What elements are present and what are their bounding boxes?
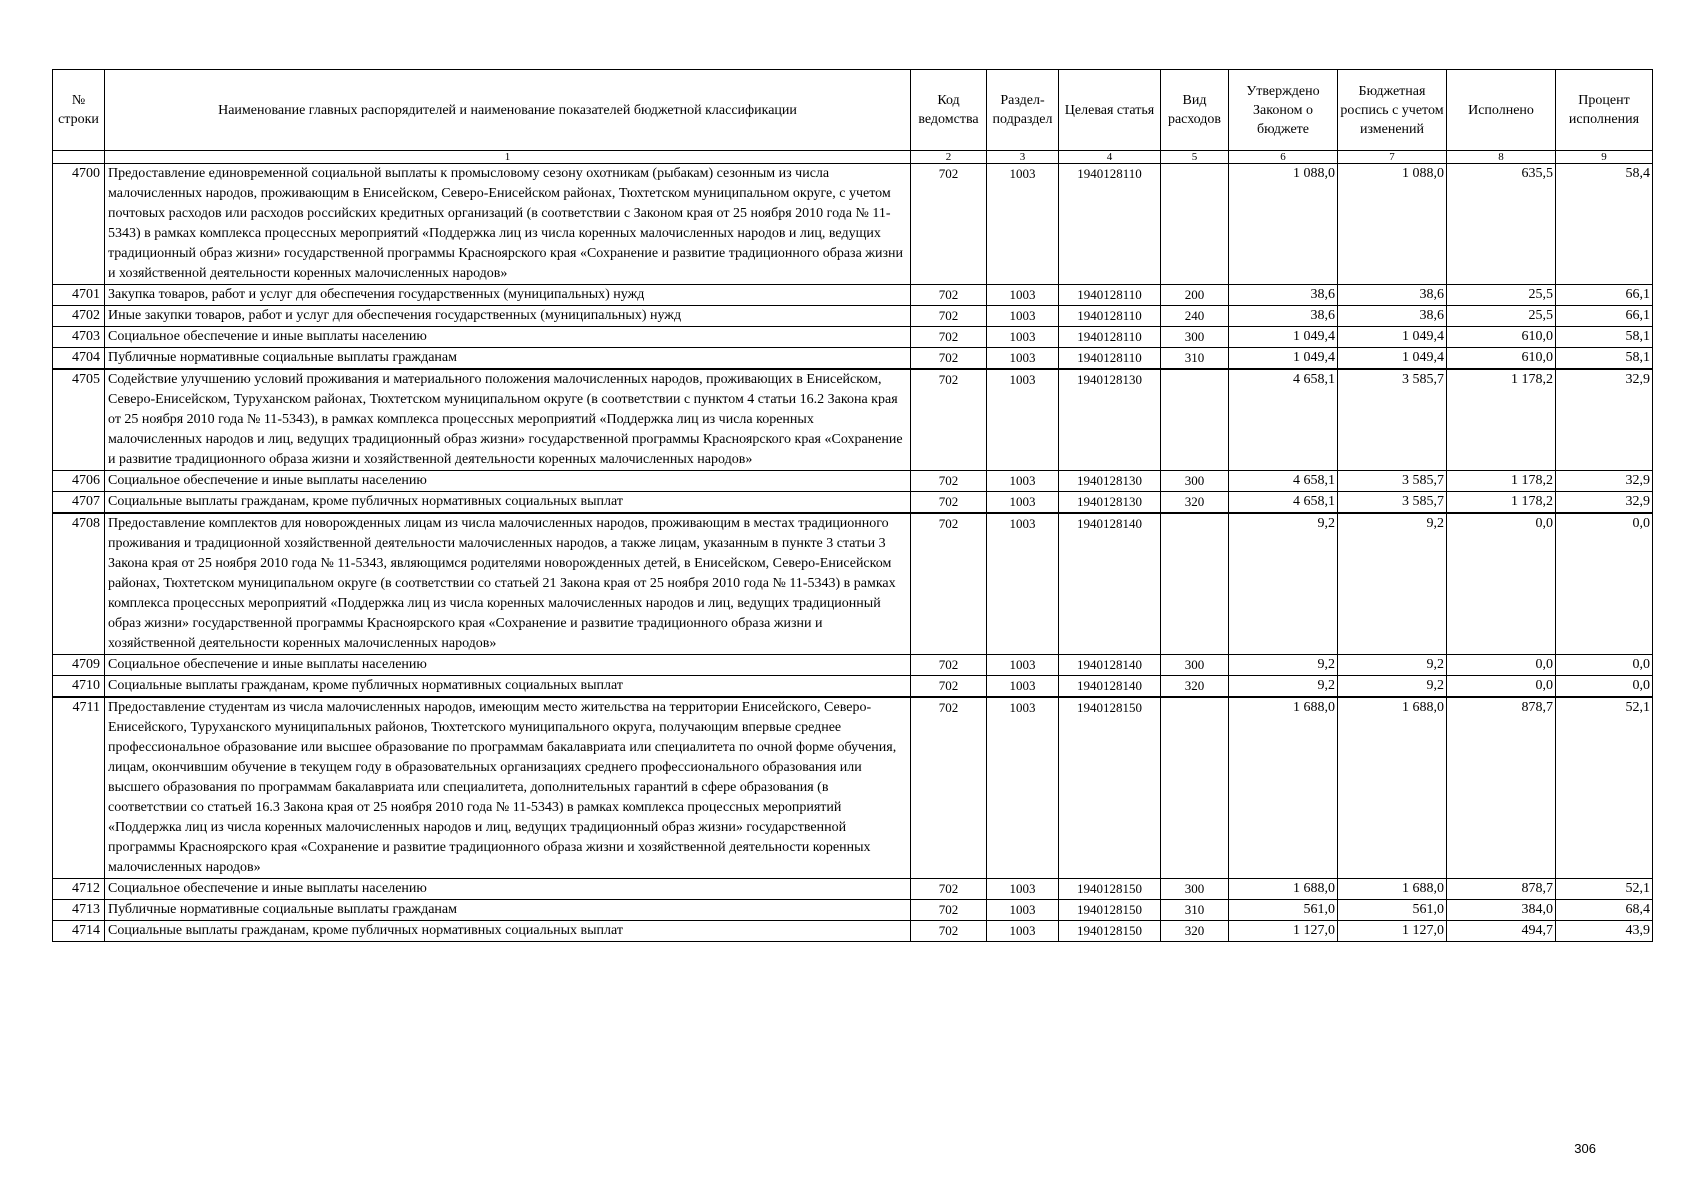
row-expense-kind: 240 [1161, 306, 1229, 327]
column-number: 9 [1556, 151, 1653, 164]
row-target-article: 1940128110 [1059, 348, 1161, 370]
row-dept-code: 702 [911, 513, 987, 655]
row-percent: 58,1 [1556, 327, 1653, 348]
row-name: Предоставление единовременной социальной выплаты к промысловому сезону охотникам (рыбакам) сезонным из числа малочисленных народов, проживающим в Енисейском, Северо-Енисейском районах, Тюхтетском муниципальном округе, с учетом почтовых расходов или расходов российских кредитных организаций (в соответствии с Законом края от 25 ноября 2010 года № 11-5343) в рамках комплекса процессных мероприятий «Поддержка лиц из числа коренных малочисленных народов и лиц, ведущих традиционный образ жизни» государственной программы Красноярского края «Сохранение и развитие традиционного образа жизни и хозяйственной деятельности коренных малочисленных народов» [105, 164, 911, 285]
row-executed: 635,5 [1447, 164, 1556, 285]
row-dept-code: 702 [911, 900, 987, 921]
table-row [53, 676, 1653, 698]
row-target-article: 1940128130 [1059, 369, 1161, 471]
row-budget-schedule: 1 127,0 [1338, 921, 1447, 942]
row-executed: 1 178,2 [1447, 369, 1556, 471]
row-approved: 1 688,0 [1229, 697, 1338, 879]
header-name: Наименование главных распорядителей и наименование показателей бюджетной классификации [105, 70, 911, 151]
row-percent: 0,0 [1556, 676, 1653, 698]
header-section: Раздел-подраздел [987, 70, 1059, 151]
row-name: Социальное обеспечение и иные выплаты населению [105, 879, 911, 900]
row-section: 1003 [987, 285, 1059, 306]
header-executed: Исполнено [1447, 70, 1556, 151]
row-section: 1003 [987, 348, 1059, 370]
row-executed: 0,0 [1447, 676, 1556, 698]
row-section: 1003 [987, 676, 1059, 698]
row-approved: 38,6 [1229, 285, 1338, 306]
row-target-article: 1940128140 [1059, 676, 1161, 698]
column-number: 3 [987, 151, 1059, 164]
row-budget-schedule: 38,6 [1338, 285, 1447, 306]
row-dept-code: 702 [911, 921, 987, 942]
row-section: 1003 [987, 327, 1059, 348]
row-number: 4704 [53, 348, 105, 370]
row-target-article: 1940128130 [1059, 471, 1161, 492]
row-section: 1003 [987, 492, 1059, 514]
row-approved: 4 658,1 [1229, 471, 1338, 492]
row-number: 4710 [53, 676, 105, 698]
table-row [53, 471, 1653, 492]
row-percent: 0,0 [1556, 655, 1653, 676]
row-section: 1003 [987, 471, 1059, 492]
column-number: 1 [105, 151, 911, 164]
row-number: 4700 [53, 164, 105, 285]
row-expense-kind: 300 [1161, 655, 1229, 676]
row-percent: 32,9 [1556, 471, 1653, 492]
table-row [53, 285, 1653, 306]
row-name: Предоставление студентам из числа малочисленных народов, имеющим место жительства на территории Енисейского, Северо-Енисейского, Туруханского муниципальных районов, Тюхтетского муниципального округа, получающим впервые среднее профессиональное образование или высшее образование по программам бакалавриата или специалитета по очной форме обучения, лицам, окончившим обучение в текущем году в образовательных организациях среднего профессионального образования или высшего образования по программам бакалавриата или специалитета, дополнительных гарантий в сфере образования (в соответствии со статьей 16.3 Закона края от 25 ноября 2010 года № 11-5343) в рамках комплекса процессных мероприятий «Поддержка лиц из числа коренных малочисленных народов и лиц, ведущих традиционный образ жизни» государственной программы Красноярского края «Сохранение и развитие традиционного образа жизни и хозяйственной деятельности коренных малочисленных народов» [105, 697, 911, 879]
column-number: 4 [1059, 151, 1161, 164]
row-name: Содействие улучшению условий проживания и материального положения малочисленных народов, проживающих в Енисейском, Северо-Енисейском, Туруханском районах, Тюхтетском муниципальном округе (в соответствии с пунктом 4 статьи 16.2 Закона края от 25 ноября 2010 года № 11-5343), в рамках комплекса процессных мероприятий «Поддержка лиц из числа коренных малочисленных народов и лиц, ведущих традиционный образ жизни» государственной программы Красноярского края «Сохранение и развитие традиционного образа жизни и хозяйственной деятельности коренных малочисленных народов» [105, 369, 911, 471]
row-expense-kind [1161, 697, 1229, 879]
row-expense-kind: 310 [1161, 900, 1229, 921]
row-number: 4701 [53, 285, 105, 306]
row-dept-code: 702 [911, 879, 987, 900]
row-executed: 1 178,2 [1447, 492, 1556, 514]
table-row [53, 492, 1653, 514]
row-section: 1003 [987, 655, 1059, 676]
row-percent: 66,1 [1556, 306, 1653, 327]
table-row [53, 327, 1653, 348]
row-name: Социальные выплаты гражданам, кроме публичных нормативных социальных выплат [105, 676, 911, 698]
row-percent: 68,4 [1556, 900, 1653, 921]
table-row [53, 306, 1653, 327]
row-name: Социальное обеспечение и иные выплаты населению [105, 471, 911, 492]
row-number: 4707 [53, 492, 105, 514]
row-approved: 9,2 [1229, 513, 1338, 655]
column-number: 6 [1229, 151, 1338, 164]
row-target-article: 1940128150 [1059, 879, 1161, 900]
row-percent: 0,0 [1556, 513, 1653, 655]
row-number: 4709 [53, 655, 105, 676]
row-expense-kind: 200 [1161, 285, 1229, 306]
row-expense-kind: 310 [1161, 348, 1229, 370]
row-executed: 384,0 [1447, 900, 1556, 921]
row-target-article: 1940128130 [1059, 492, 1161, 514]
row-approved: 4 658,1 [1229, 369, 1338, 471]
row-section: 1003 [987, 513, 1059, 655]
row-name: Публичные нормативные социальные выплаты гражданам [105, 348, 911, 370]
row-dept-code: 702 [911, 655, 987, 676]
table-row [53, 655, 1653, 676]
header-approved: Утверждено Законом о бюджете [1229, 70, 1338, 151]
row-expense-kind: 300 [1161, 471, 1229, 492]
row-dept-code: 702 [911, 164, 987, 285]
row-section: 1003 [987, 900, 1059, 921]
row-expense-kind: 300 [1161, 879, 1229, 900]
table-row [53, 879, 1653, 900]
row-approved: 9,2 [1229, 655, 1338, 676]
row-executed: 0,0 [1447, 655, 1556, 676]
row-budget-schedule: 9,2 [1338, 655, 1447, 676]
row-name: Социальные выплаты гражданам, кроме публичных нормативных социальных выплат [105, 492, 911, 514]
row-number: 4714 [53, 921, 105, 942]
table-row [53, 697, 1653, 879]
column-number: 7 [1338, 151, 1447, 164]
table-row [53, 348, 1653, 370]
row-target-article: 1940128110 [1059, 306, 1161, 327]
table-row [53, 921, 1653, 942]
header-expense-kind: Вид расходов [1161, 70, 1229, 151]
row-section: 1003 [987, 369, 1059, 471]
row-executed: 494,7 [1447, 921, 1556, 942]
row-approved: 561,0 [1229, 900, 1338, 921]
column-number: 8 [1447, 151, 1556, 164]
row-name: Публичные нормативные социальные выплаты гражданам [105, 900, 911, 921]
row-name: Закупка товаров, работ и услуг для обеспечения государственных (муниципальных) нужд [105, 285, 911, 306]
row-approved: 1 049,4 [1229, 327, 1338, 348]
column-number: 2 [911, 151, 987, 164]
row-dept-code: 702 [911, 697, 987, 879]
row-executed: 25,5 [1447, 306, 1556, 327]
row-section: 1003 [987, 164, 1059, 285]
column-number-row [53, 151, 1653, 164]
row-section: 1003 [987, 879, 1059, 900]
row-number: 4708 [53, 513, 105, 655]
row-number: 4705 [53, 369, 105, 471]
row-budget-schedule: 1 688,0 [1338, 697, 1447, 879]
row-executed: 1 178,2 [1447, 471, 1556, 492]
row-dept-code: 702 [911, 306, 987, 327]
row-number: 4712 [53, 879, 105, 900]
row-expense-kind [1161, 369, 1229, 471]
row-approved: 1 688,0 [1229, 879, 1338, 900]
row-name: Социальное обеспечение и иные выплаты населению [105, 327, 911, 348]
row-approved: 9,2 [1229, 676, 1338, 698]
row-executed: 25,5 [1447, 285, 1556, 306]
row-target-article: 1940128150 [1059, 921, 1161, 942]
row-expense-kind [1161, 164, 1229, 285]
row-approved: 4 658,1 [1229, 492, 1338, 514]
row-name: Иные закупки товаров, работ и услуг для обеспечения государственных (муниципальных) нужд [105, 306, 911, 327]
row-expense-kind [1161, 513, 1229, 655]
row-target-article: 1940128150 [1059, 900, 1161, 921]
row-budget-schedule: 9,2 [1338, 676, 1447, 698]
row-name: Социальное обеспечение и иные выплаты населению [105, 655, 911, 676]
row-section: 1003 [987, 697, 1059, 879]
row-percent: 32,9 [1556, 492, 1653, 514]
row-dept-code: 702 [911, 676, 987, 698]
row-budget-schedule: 1 688,0 [1338, 879, 1447, 900]
row-percent: 43,9 [1556, 921, 1653, 942]
column-number: 5 [1161, 151, 1229, 164]
row-number: 4706 [53, 471, 105, 492]
row-budget-schedule: 38,6 [1338, 306, 1447, 327]
row-approved: 1 127,0 [1229, 921, 1338, 942]
row-target-article: 1940128140 [1059, 513, 1161, 655]
row-target-article: 1940128110 [1059, 285, 1161, 306]
row-expense-kind: 320 [1161, 676, 1229, 698]
row-approved: 38,6 [1229, 306, 1338, 327]
table-row [53, 369, 1653, 471]
row-expense-kind: 320 [1161, 921, 1229, 942]
row-budget-schedule: 561,0 [1338, 900, 1447, 921]
row-executed: 610,0 [1447, 327, 1556, 348]
row-dept-code: 702 [911, 348, 987, 370]
table-row [53, 513, 1653, 655]
row-budget-schedule: 3 585,7 [1338, 492, 1447, 514]
row-percent: 58,4 [1556, 164, 1653, 285]
row-executed: 878,7 [1447, 879, 1556, 900]
row-dept-code: 702 [911, 369, 987, 471]
row-percent: 58,1 [1556, 348, 1653, 370]
row-dept-code: 702 [911, 327, 987, 348]
row-budget-schedule: 1 049,4 [1338, 327, 1447, 348]
row-percent: 52,1 [1556, 697, 1653, 879]
row-executed: 610,0 [1447, 348, 1556, 370]
row-percent: 32,9 [1556, 369, 1653, 471]
table-body [53, 164, 1653, 942]
row-dept-code: 702 [911, 492, 987, 514]
row-dept-code: 702 [911, 285, 987, 306]
row-number: 4702 [53, 306, 105, 327]
row-percent: 52,1 [1556, 879, 1653, 900]
row-target-article: 1940128110 [1059, 327, 1161, 348]
header-percent: Процент исполнения [1556, 70, 1653, 151]
table-row [53, 164, 1653, 285]
page-number: 306 [1574, 1141, 1596, 1156]
row-section: 1003 [987, 306, 1059, 327]
row-executed: 878,7 [1447, 697, 1556, 879]
row-target-article: 1940128150 [1059, 697, 1161, 879]
row-budget-schedule: 9,2 [1338, 513, 1447, 655]
row-approved: 1 049,4 [1229, 348, 1338, 370]
row-name: Предоставление комплектов для новорожденных лицам из числа малочисленных народов, проживающим в местах традиционного проживания и традиционной хозяйственной деятельности малочисленных народов, а также лицам, указанным в пункте 3 статьи 3 Закона края от 25 ноября 2010 года № 11-5343, являющимся родителями новорожденных детей, в Енисейском, Северо-Енисейском районах, Тюхтетском муниципальном округе (в соответствии со статьей 21 Закона края от 25 ноября 2010 года № 11-5343) в рамках комплекса процессных мероприятий «Поддержка лиц из числа коренных малочисленных народов и лиц, ведущих традиционный образ жизни» государственной программы Красноярского края «Сохранение и развитие традиционного образа жизни и хозяйственной деятельности коренных малочисленных народов» [105, 513, 911, 655]
row-target-article: 1940128110 [1059, 164, 1161, 285]
header-budget-schedule: Бюджетная роспись с учетом изменений [1338, 70, 1447, 151]
row-number: 4703 [53, 327, 105, 348]
row-budget-schedule: 1 088,0 [1338, 164, 1447, 285]
row-number: 4711 [53, 697, 105, 879]
budget-table [52, 69, 1653, 942]
row-budget-schedule: 3 585,7 [1338, 369, 1447, 471]
header-dept-code: Код ведомства [911, 70, 987, 151]
row-budget-schedule: 1 049,4 [1338, 348, 1447, 370]
row-target-article: 1940128140 [1059, 655, 1161, 676]
row-expense-kind: 320 [1161, 492, 1229, 514]
row-number: 4713 [53, 900, 105, 921]
table-row [53, 900, 1653, 921]
column-number [53, 151, 105, 164]
row-expense-kind: 300 [1161, 327, 1229, 348]
header-target-article: Целевая статья [1059, 70, 1161, 151]
row-executed: 0,0 [1447, 513, 1556, 655]
header-row [53, 70, 1653, 151]
row-approved: 1 088,0 [1229, 164, 1338, 285]
row-budget-schedule: 3 585,7 [1338, 471, 1447, 492]
row-section: 1003 [987, 921, 1059, 942]
row-percent: 66,1 [1556, 285, 1653, 306]
header-row-number: № строки [53, 70, 105, 151]
row-dept-code: 702 [911, 471, 987, 492]
row-name: Социальные выплаты гражданам, кроме публичных нормативных социальных выплат [105, 921, 911, 942]
